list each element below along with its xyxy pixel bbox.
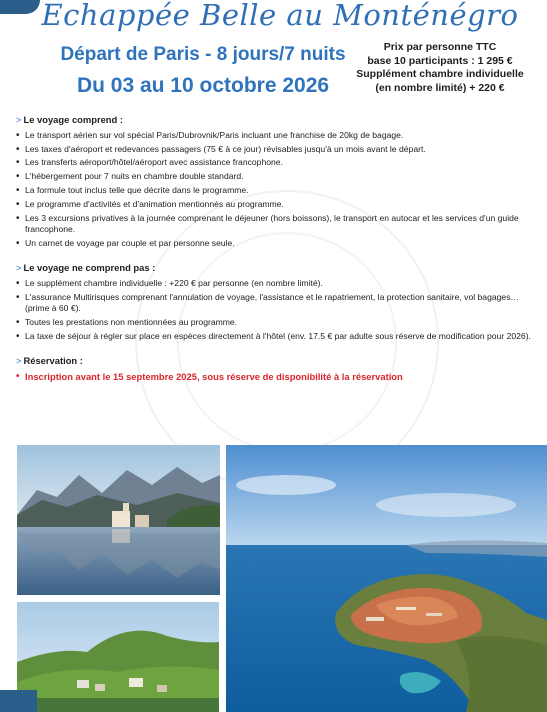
price-line: base 10 participants : 1 295 €: [367, 54, 513, 67]
kotor-bay-photo: [17, 445, 220, 595]
list-item: • Les taxes d'aéroport et redevances passagers (75 € à ce jour) révisables jusqu'à un mois avant le départ.: [16, 144, 544, 156]
price-box: [340, 41, 540, 95]
excluded-heading: > Le voyage ne comprend pas :: [16, 261, 156, 273]
reservation-notice: • Inscription avant le 15 septembre 2025, sous réserve de disponibilité à la réservation: [16, 371, 544, 383]
list-item: • Le supplément chambre individuelle : +220 € par personne (en nombre limité).: [16, 278, 544, 290]
list-item: • Un carnet de voyage par couple et par personne seule.: [16, 238, 544, 250]
list-item: • Les transferts aéroport/hôtel/aéroport avec assistance francophone.: [16, 157, 544, 169]
list-item: • L'hébergement pour 7 nuits en chambre double standard.: [16, 171, 544, 183]
list-item: • Le transport aérien sur vol spécial Paris/Dubrovnik/Paris incluant une franchise de 20kg de bagage.: [16, 130, 544, 142]
trip-details: [16, 114, 544, 384]
travel-dates: Du 03 au 10 octobre 2026: [76, 74, 330, 97]
chevron-right-icon: >: [16, 354, 22, 366]
page-title: Echappée Belle au Monténégro: [41, 0, 519, 32]
price-line: Prix par personne TTC: [383, 41, 497, 53]
list-item: • La taxe de séjour à régler sur place en espèces directement à l'hôtel (env. 17.5 € par adulte sous réserve de modification pour 2026).: [16, 331, 544, 343]
reservation-list: [16, 371, 544, 383]
green-hill-village-photo: [17, 602, 219, 712]
list-item: • Toutes les prestations non mentionnées au programme.: [16, 317, 544, 329]
included-heading: > Le voyage comprend :: [16, 114, 123, 125]
list-item: • L'assurance Multirisques comprenant l'annulation de voyage, l'assistance et le rapatriement, la protection sanitaire, vol bagages… (prime à 60 €).: [16, 292, 544, 316]
excluded-list: [16, 278, 544, 343]
list-item: • La formule tout inclus telle que décrite dans le programme.: [16, 185, 544, 197]
list-item: • Le programme d'activités et d'animation mentionnés au programme.: [16, 199, 544, 211]
included-list: [16, 130, 544, 250]
list-item: • Les 3 excursions privatives à la journée comprenant le déjeuner (hors boissons), le transport en autocar et les services d'un guide francophone.: [16, 213, 544, 237]
reservation-heading: > Réservation :: [16, 354, 83, 366]
price-line: (en nombre limité) + 220 €: [375, 81, 505, 94]
departure-duration: Départ de Paris - 8 jours/7 nuits: [60, 44, 346, 65]
dubrovnik-coast-photo: [226, 445, 547, 712]
bottom-corner-decoration: [0, 690, 37, 712]
chevron-right-icon: >: [16, 114, 22, 125]
price-line: Supplément chambre individuelle: [356, 68, 524, 80]
chevron-right-icon: >: [16, 261, 22, 273]
